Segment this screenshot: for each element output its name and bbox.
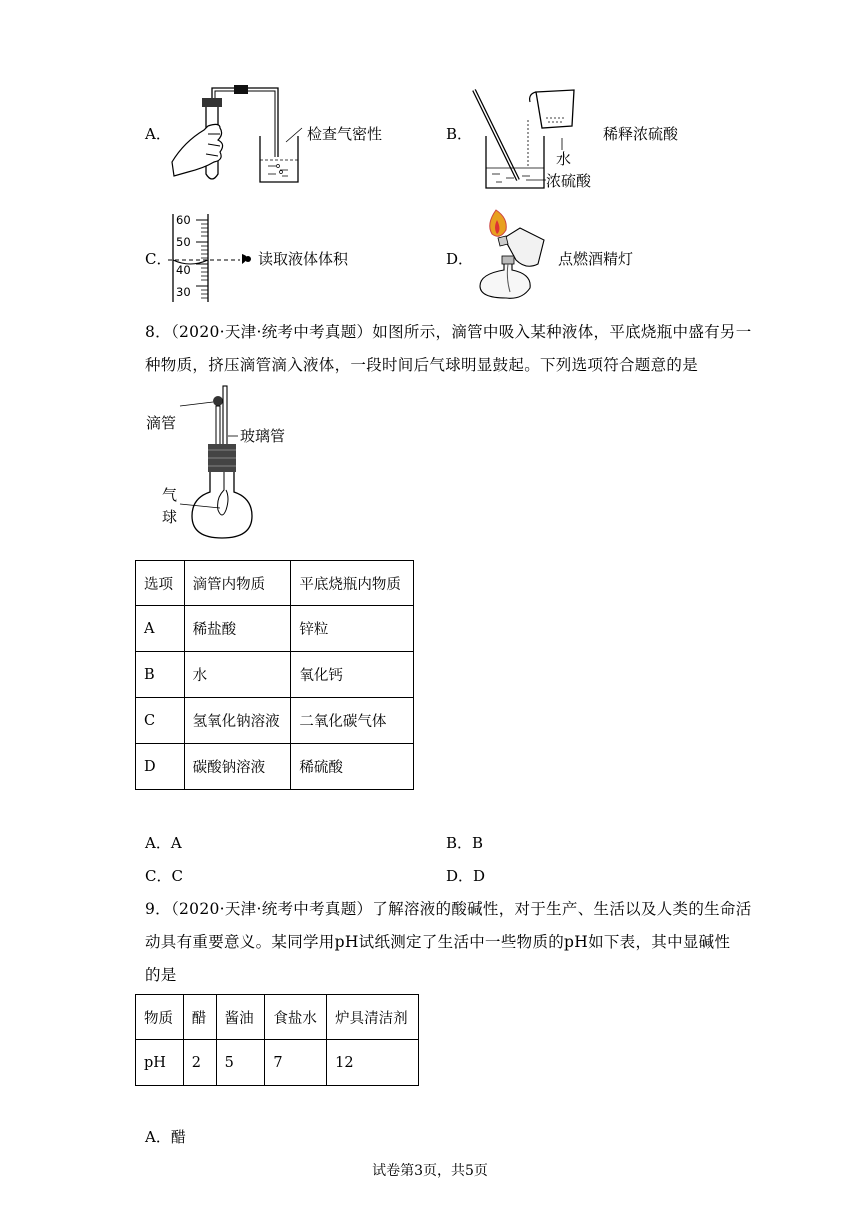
q9-answer-a: A．醋 [145, 1128, 186, 1146]
table-cell: 2 [183, 1040, 216, 1086]
table-cell: 食盐水 [265, 995, 327, 1040]
q8-options-table [135, 560, 414, 790]
table-cell: 稀盐酸 [184, 606, 291, 652]
tick-40: 40 [176, 263, 191, 277]
option-b-letter: B． [446, 125, 473, 143]
q9-ph-table [135, 994, 419, 1086]
option-d-letter: D． [446, 250, 474, 268]
table-cell: 选项 [136, 561, 185, 606]
q8-answer-d: D．D [446, 867, 486, 885]
table-cell: pH [136, 1040, 184, 1086]
table-cell: 水 [184, 652, 291, 698]
table-cell: 稀硫酸 [291, 744, 414, 790]
q8-answer-b: B．B [446, 834, 484, 852]
balloon-label-2: 球 [162, 508, 178, 526]
table-cell: 醋 [183, 995, 216, 1040]
q9-stem-line-2: 动具有重要意义。某同学用pH试纸测定了生活中一些物质的pH如下表，其中显碱性 [145, 933, 731, 951]
table-cell: 5 [216, 1040, 265, 1086]
table-cell: D [136, 744, 185, 790]
table-cell: 平底烧瓶内物质 [291, 561, 414, 606]
q8-answer-c: C．C [145, 867, 183, 885]
glass-tube-label: 玻璃管 [240, 427, 286, 445]
graduated-cylinder-figure [168, 210, 268, 306]
balloon-label-1: 气 [162, 486, 178, 504]
table-cell: 物质 [136, 995, 184, 1040]
tick-50: 50 [176, 235, 191, 249]
option-c-caption: 读取液体体积 [258, 250, 349, 268]
dropper-label: 滴管 [146, 414, 177, 432]
table-cell: 酱油 [216, 995, 265, 1040]
q8-answer-a: A．A [145, 834, 182, 852]
table-cell: A [136, 606, 185, 652]
page-footer: 试卷第3页，共5页 [372, 1163, 488, 1179]
table-cell: 锌粒 [291, 606, 414, 652]
q8-stem-line-1: 8．（2020·天津·统考中考真题）如图所示，滴管中吸入某种液体，平底烧瓶中盛有另一 [145, 323, 752, 341]
table-cell: 炉具清洁剂 [327, 995, 419, 1040]
table-row [136, 561, 414, 606]
balloon-flask-figure [140, 380, 320, 546]
table-cell: B [136, 652, 185, 698]
lighting-alcohol-lamp-figure [466, 204, 556, 304]
option-c-letter: C． [145, 250, 172, 268]
option-a-caption: 检查气密性 [307, 125, 383, 143]
tick-30: 30 [176, 285, 191, 299]
water-label: 水 [556, 150, 572, 168]
table-cell: 二氧化碳气体 [291, 698, 414, 744]
table-row [136, 698, 414, 744]
q9-stem-line-3: 的是 [145, 966, 177, 984]
option-b-caption: 稀释浓硫酸 [603, 125, 679, 143]
airtightness-check-figure [168, 82, 318, 192]
table-cell: 12 [327, 1040, 419, 1086]
tick-60: 60 [176, 213, 191, 227]
table-cell: 滴管内物质 [184, 561, 291, 606]
table-cell: C [136, 698, 185, 744]
q8-stem-line-2: 种物质，挤压滴管滴入液体，一段时间后气球明显鼓起。下列选项符合题意的是 [145, 356, 699, 374]
table-row [136, 995, 419, 1040]
table-cell: 氧化钙 [291, 652, 414, 698]
table-cell: 碳酸钠溶液 [184, 744, 291, 790]
conc-sulfuric-acid-label: 浓硫酸 [546, 172, 592, 190]
table-row [136, 1040, 419, 1086]
q9-stem-line-1: 9．（2020·天津·统考中考真题）了解溶液的酸碱性，对于生产、生活以及人类的生命活 [145, 900, 752, 918]
table-cell: 7 [265, 1040, 327, 1086]
table-cell: 氢氧化钠溶液 [184, 698, 291, 744]
option-d-caption: 点燃酒精灯 [558, 250, 634, 268]
table-row [136, 606, 414, 652]
option-a-letter: A． [145, 125, 171, 143]
table-row [136, 652, 414, 698]
table-row [136, 744, 414, 790]
